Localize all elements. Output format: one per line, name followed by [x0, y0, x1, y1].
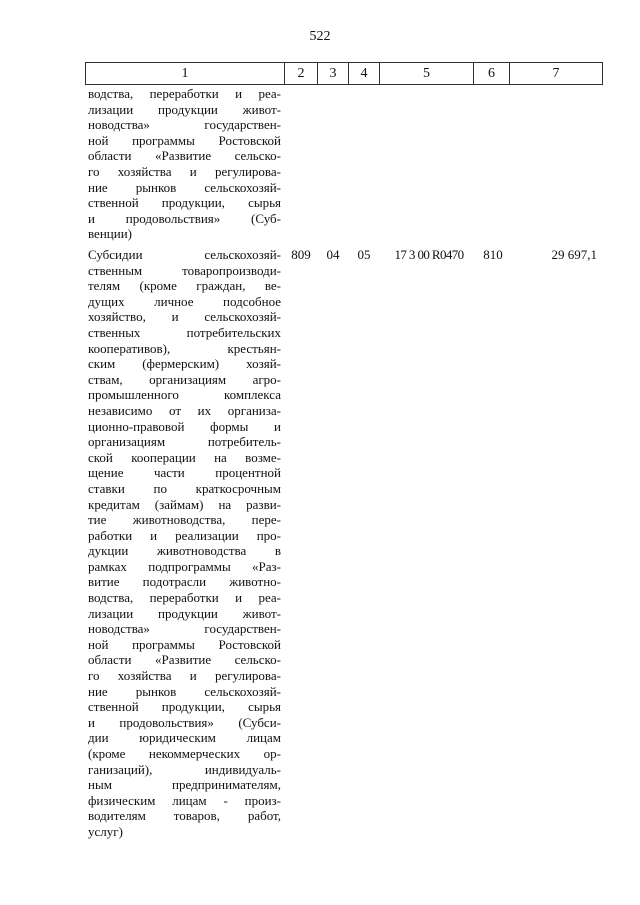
column-header-row [86, 63, 603, 85]
description-line: тие животноводства, пере- [88, 512, 281, 528]
description-line: новодства» государствен- [88, 117, 281, 133]
column-header-7: 7 [510, 63, 603, 85]
description-line: щение части процентной [88, 465, 281, 481]
description-line: ным предпринимателям, [88, 777, 281, 793]
description-line: ной программы Ростовской [88, 132, 281, 148]
description-line: лизации продукции живот- [88, 101, 281, 117]
description-line: го хозяйства и регулирова- [88, 163, 281, 179]
description-line: лизации продукции живот- [88, 605, 281, 621]
description-line: рамках подпрограммы «Раз- [88, 558, 281, 574]
description-line: ганизаций), индивидуаль- [88, 761, 281, 777]
description-line: венции) [88, 226, 132, 242]
description-line: независимо от их организа- [88, 402, 281, 418]
cell-code-5: 17 3 00 R0470 [394, 247, 464, 262]
cell-code-3: 04 [326, 247, 340, 262]
column-header-5: 5 [380, 63, 474, 85]
description-line: физическим лицам - произ- [88, 792, 281, 808]
description-line: (кроме некоммерческих ор- [88, 746, 281, 761]
description-line: и продовольствия» (Суб- [88, 210, 281, 226]
description-line: ственных потребительских [88, 324, 281, 340]
description-line: ствам, организациям агро- [88, 371, 281, 387]
description-line: водства, переработки и реа- [88, 86, 281, 101]
description-line: ской кооперации на возме- [88, 449, 281, 465]
cell-amount-7: 29 697,1 [551, 247, 597, 262]
description-line: области «Развитие сельско- [88, 148, 281, 164]
description-line: работки и реализации про- [88, 527, 281, 543]
row-description [88, 86, 281, 242]
cell-code-6: 810 [483, 247, 503, 262]
description-line: кредитам (займам) на разви- [88, 496, 281, 512]
description-line: водства, переработки и реа- [88, 590, 281, 606]
column-header-1: 1 [86, 63, 285, 85]
description-line: организациям потребитель- [88, 434, 281, 450]
description-line: Субсидии сельскохозяй- [88, 247, 281, 262]
description-line: водителям товаров, работ, [88, 808, 281, 824]
description-line: хозяйство, и сельскохозяй- [88, 309, 281, 325]
description-line: ционно-правовой формы и [88, 418, 281, 434]
page-number: 522 [309, 29, 331, 44]
row-description [88, 247, 281, 840]
column-header-4: 4 [349, 63, 380, 85]
description-line: го хозяйства и регулирова- [88, 668, 281, 684]
description-line: и продовольствия» (Субси- [88, 714, 281, 730]
description-line: телям (кроме граждан, ве- [88, 278, 281, 294]
description-line: ной программы Ростовской [88, 636, 281, 652]
column-header-2: 2 [285, 63, 318, 85]
description-line: дукции животноводства в [88, 543, 281, 559]
description-line: области «Развитие сельско- [88, 652, 281, 668]
description-line: ние рынков сельскохозяй- [88, 683, 281, 699]
description-line: ставки по краткосрочным [88, 480, 281, 496]
cell-code-2: 809 [291, 247, 311, 262]
description-line: дущих личное подсобное [88, 293, 281, 309]
description-line: ственным товаропроизводи- [88, 262, 281, 278]
description-line: кооперативов), крестьян- [88, 340, 281, 356]
column-header-3: 3 [318, 63, 349, 85]
cell-code-4: 05 [357, 247, 371, 262]
description-line: услуг) [88, 823, 123, 839]
column-header-table [85, 62, 603, 85]
description-line: ственной продукции, сырья [88, 195, 281, 211]
description-line: ским (фермерским) хозяй- [88, 356, 281, 372]
description-line: промышленного комплекса [88, 387, 281, 403]
description-line: новодства» государствен- [88, 621, 281, 637]
description-line: витие подотрасли животно- [88, 574, 281, 590]
description-line: дии юридическим лицам [88, 730, 281, 746]
column-header-6: 6 [474, 63, 510, 85]
description-line: ние рынков сельскохозяй- [88, 179, 281, 195]
description-line: ственной продукции, сырья [88, 699, 281, 715]
